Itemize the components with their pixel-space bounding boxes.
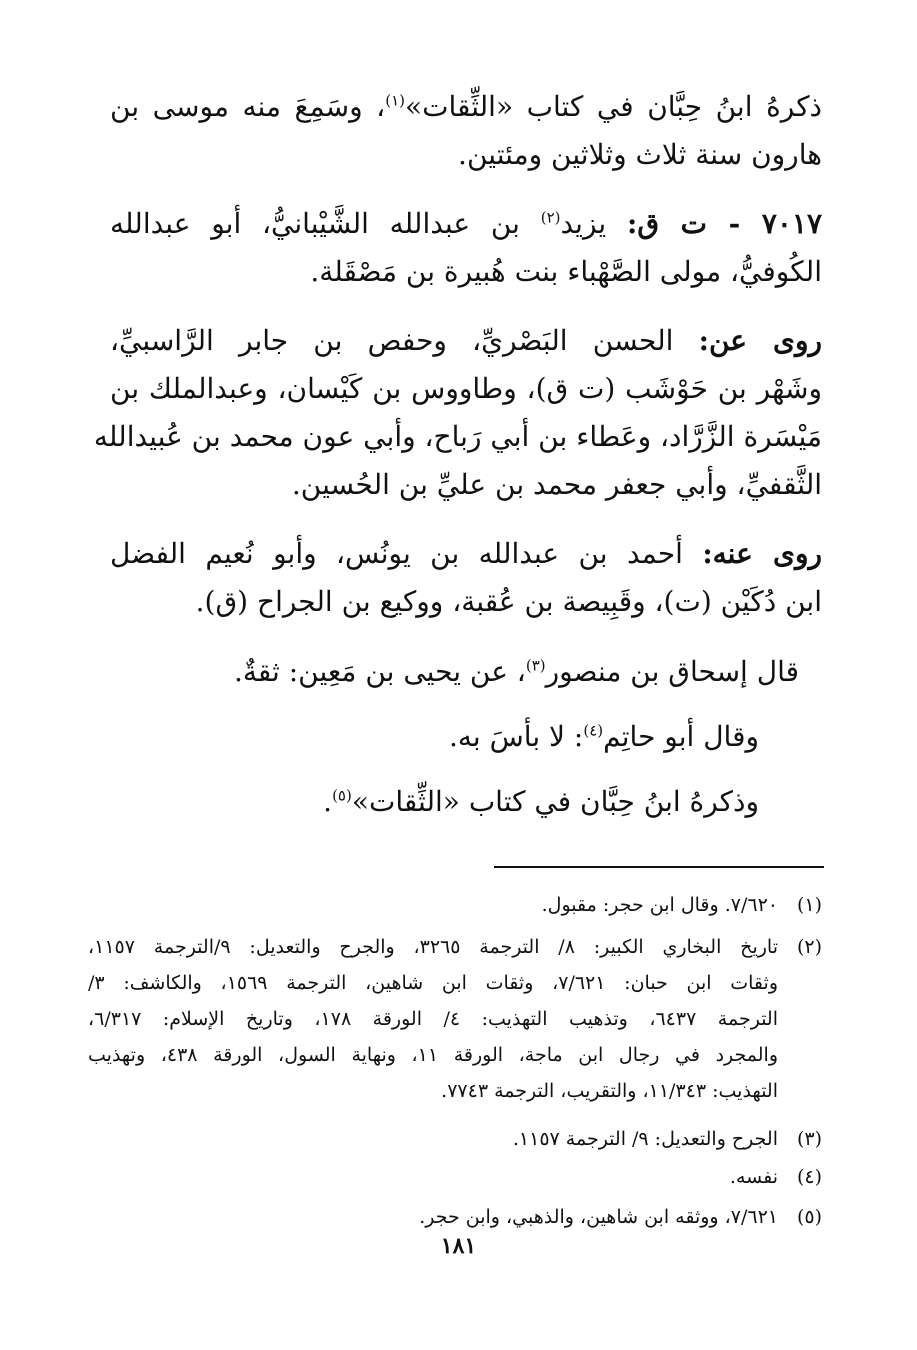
body-text: . [323,785,333,818]
body-line [110,85,822,129]
body-line: وشَهْر بن حَوْشَب (ت ق)، وطاووس بن كَيْسان، وعبدالملك بن [110,372,822,405]
body-line: مَيْسَرة الزَّرَّاد، وعَطاء بن أبي رَباح، وأبي عون محمد بن عُبيدالله [93,420,822,453]
entry-name: يزيد [560,207,627,240]
quote-line [323,780,759,824]
quote-line [234,650,799,694]
footnote-text: ٧/٦٢٠. وقال ابن حجر: مقبول. [541,894,778,916]
footnote-text: والمجرد في رجال ابن ماجة، الورقة ١١، ونهاية السول، الورقة ٤٣٨، وتهذيب [88,1044,779,1066]
body-text: وذكرهُ ابنُ حِبَّان في كتاب «الثِّقات» [351,785,759,818]
narrated-by-label: روى عنه: [702,537,822,570]
narrated-from-line [110,319,822,363]
entry-name-cont: بن عبدالله الشَّيْبانيُّ، أبو عبدالله [110,207,541,240]
footnote-text: تاريخ البخاري الكبير: ٨/ الترجمة ٣٢٦٥، والجرح والتعديل: ٩/الترجمة ١١٥٧، [88,936,778,958]
footnote-number: (٣) [796,1128,822,1150]
body-text: وقال أبو حاتِم [603,720,759,753]
body-text: ، وسَمِعَ منه موسى بن [110,90,386,123]
narrated-by-line [110,532,822,576]
body-text: ذكرهُ ابنُ حِبَّان في كتاب «الثِّقات» [405,90,822,123]
narrated-from-label: روى عن: [698,324,822,357]
footnote-text: الجرح والتعديل: ٩/ الترجمة ١١٥٧. [512,1128,778,1150]
footnote-number: (٥) [796,1206,822,1228]
body-line: ابن دُكَيْن (ت)، وقَبِيصة بن عُقبة، ووكيع بن الجراح (ق). [195,585,822,618]
body-text: الحسن البَصْريِّ، وحفص بن جابر الرَّاسبيِّ، [110,324,699,357]
footnote-ref-5: (٥) [332,786,352,805]
page-number: ١٨١ [440,1233,477,1259]
footnote-text: التهذيب: ١١/٣٤٣، والتقريب، الترجمة ٧٧٤٣. [441,1080,778,1102]
footnote-ref-2: (٢) [540,208,561,227]
body-text: قال إسحاق بن منصور [545,655,799,688]
body-text: : لا بأسَ به. [449,720,584,753]
footnote-text: وثقات ابن حبان: ٧/٦٢١، وثقات ابن شاهين، الترجمة ١٥٦٩، والكاشف: ٣/ [88,972,778,994]
body-text: أحمد بن عبدالله بن يونُس، وأبو نُعيم الفضل [110,537,703,570]
quote-line [449,715,759,759]
footnote-ref-4: (٤) [583,721,604,740]
body-line: الكُوفيُّ، مولى الصَّهْباء بنت هُبيرة بن مَصْقَلة. [310,255,822,288]
entry-heading-line [110,202,822,246]
body-line: هارون سنة ثلاث وثلاثين ومئتين. [458,138,822,171]
footnote-number: (١) [796,894,822,916]
footnote-number: (٤) [796,1166,822,1188]
footnote-text: نفسه. [729,1166,778,1188]
footnote-separator [494,866,824,868]
footnote-ref-1: (١) [385,91,406,110]
footnote-ref-3: (٣) [525,656,546,675]
footnote-number: (٢) [796,936,822,958]
body-line: الثَّقفيِّ، وأبي جعفر محمد بن عليِّ بن الحُسين. [291,468,822,501]
entry-number: ٧٠١٧ - ت ق: [626,207,822,240]
body-text: ، عن يحيى بن مَعِين: ثقةٌ. [233,655,526,688]
footnote-text: الترجمة ٦٤٣٧، وتذهيب التهذيب: ٤/ الورقة ١٧٨، وتاريخ الإسلام: ٦/٣١٧، [88,1008,778,1030]
footnote-text: ٧/٦٢١، ووثقه ابن شاهين، والذهبي، وابن حجر. [419,1206,778,1228]
